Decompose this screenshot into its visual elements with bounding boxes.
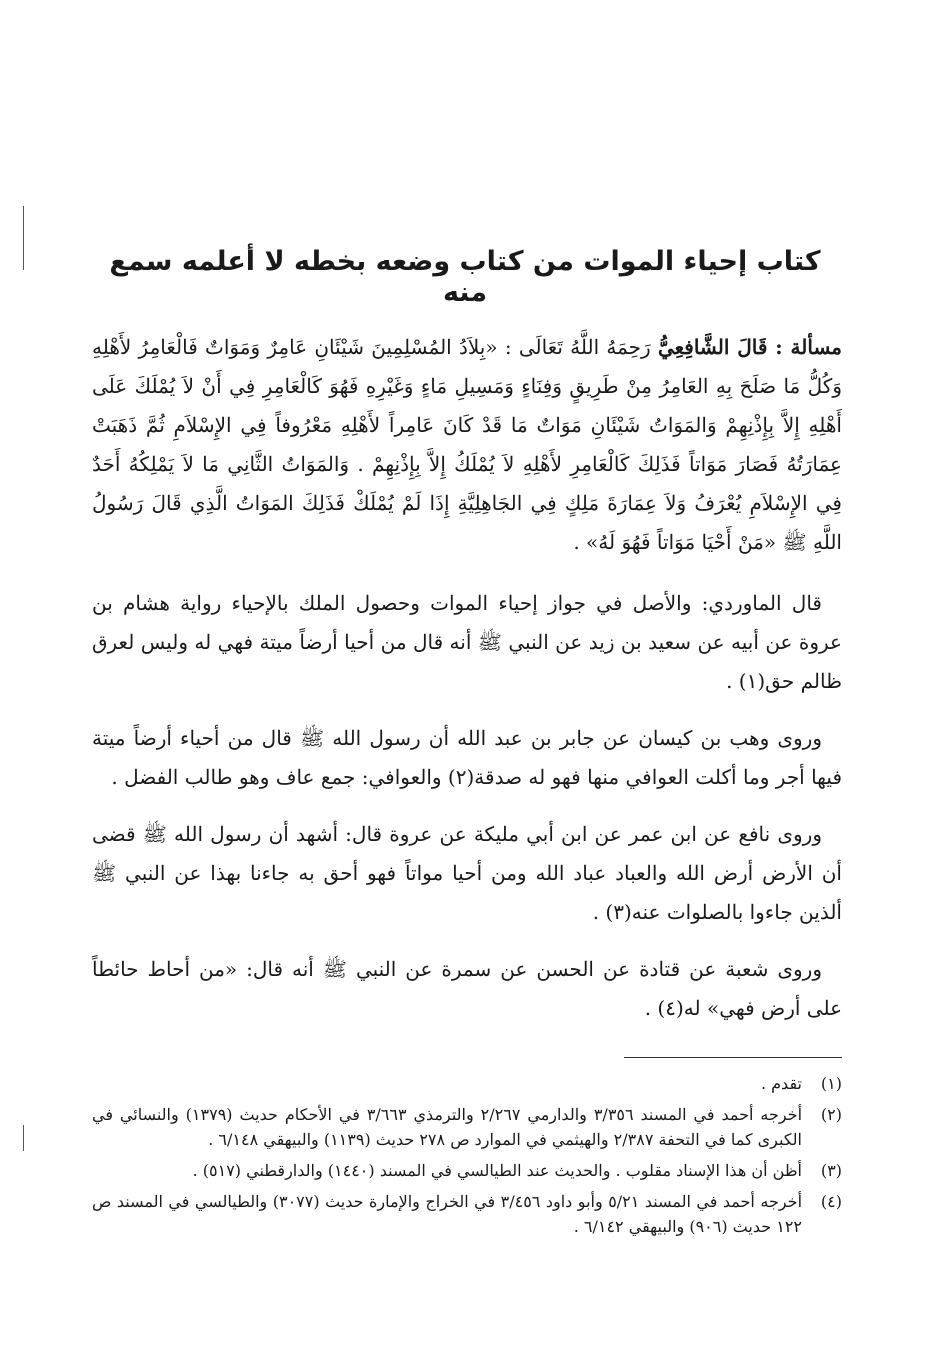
footnote-separator	[624, 1057, 842, 1058]
footnote-text: أظن أن هذا الإسناد مقلوب . والحديث عند الطيالسي في المسند (١٤٤٠) والدارقطني (٥١٧) .	[192, 1161, 802, 1180]
paragraph-mawardi	[92, 584, 842, 701]
body-text	[92, 328, 842, 1046]
footnote-number: (٤)	[820, 1192, 842, 1211]
footnote-item	[92, 1071, 842, 1096]
paragraph-lead: مسألة : قَالَ الشَّافِعِيُّ	[657, 335, 842, 359]
footnote-number: (٢)	[820, 1105, 842, 1124]
paragraph-text: وروى نافع عن ابن عمر عن ابن أبي مليكة عن عروة قال: أشهد أن رسول الله ﷺ قضى أن الأرض أرض الله والعباد عباد الله ومن أحيا مواتاً فهو أحق به جاءنا بهذا عن النبي ﷺ ألذين جاءوا بالصلوات عنه(٣) .	[92, 822, 842, 924]
footnote-text: أخرجه أحمد في المسند ٥/٢١ وأبو داود ٣/٤٥٦ في الخراج والإمارة حديث (٣٠٧٧) والطيالسي في المسند ص ١٢٢ حديث (٩٠٦) والبيهقي ٦/١٤٢ .	[92, 1192, 803, 1236]
paragraph-shuba	[92, 950, 842, 1028]
footnote-item	[92, 1158, 842, 1183]
footnote-text: أخرجه أحمد في المسند ٣/٣٥٦ والدارمي ٢/٢٦٧ والترمذي ٣/٦٦٣ في الأحكام حديث (١٣٧٩) والنسائي في الكبرى كما في التحفة ٢/٣٨٧ والهيثمي في الموارد ص ٢٧٨ حديث (١١٣٩) والبيهقي ٦/١٤٨ .	[92, 1105, 803, 1149]
page-title: كتاب إحياء الموات من كتاب وضعه بخطه لا أعلمه سمع منه	[109, 246, 821, 308]
paragraph-wahb	[92, 719, 842, 797]
paragraph-nafi	[92, 815, 842, 932]
paragraph-text: وروى وهب بن كيسان عن جابر بن عبد الله أن رسول الله ﷺ قال من أحياء أرضاً ميتة فيها أجر وما أكلت العوافي منها فهو له صدقة(٢) والعوافي: جمع عاف وهو طالب الفضل .	[92, 726, 842, 789]
paragraph-text: قال الماوردي: والأصل في جواز إحياء الموات وحصول الملك بالإحياء رواية هشام بن عروة عن أبيه عن سعيد بن زيد عن النبي ﷺ أنه قال من أحيا أرضاً ميتة فهي له وليس لعرق ظالم حق(١) .	[92, 591, 842, 693]
footnote-text: تقدم .	[760, 1074, 802, 1093]
footnotes	[92, 1071, 842, 1245]
margin-mark-top	[23, 206, 24, 270]
paragraph-text: وروى شعبة عن قتادة عن الحسن عن سمرة عن النبي ﷺ أنه قال: «من أحاط حائطاً على أرض فهي» له(٤) .	[92, 957, 842, 1020]
footnote-number: (١)	[820, 1074, 842, 1093]
paragraph-text: رَحِمَهُ اللَّهُ تَعَالَى : «بِلاَدُ المُسْلِمِينَ شَيْئَانِ عَامِرٌ وَمَوَاتٌ فَالْعَامِرُ لأَهْلِهِ وَكُلُّ مَا صَلَحَ بِهِ العَامِرُ مِنْ طَرِيقٍ وَفِنَاءٍ وَمَسِيلِ مَاءٍ وَغَيْرِهِ فَهُوَ كَالْعَامِرِ فِي أَنْ لاَ يُمْلَكَ عَلَى أَهْلِهِ إِلاَّ بِإِذْنِهِمْ وَالمَوَاتُ شَيْئَانِ مَوَاتٌ مَا قَدْ كَانَ عَامِراً لأَهْلِهِ مَعْرُوفاً فِي الإِسْلاَمِ ثُمَّ ذَهَبَتْ عِمَارَتُهُ فَصَارَ مَوَاتاً فَذَلِكَ كَالْعَامِرِ لأَهْلِهِ لاَ يُمْلَكُ إِلاَّ بِإِذْنِهِمْ . وَالمَوَاتُ الثَّانِي مَا لاَ يَمْلِكُهُ أَحَدٌ فِي الإِسْلاَمِ يُعْرَفُ وَلاَ عِمَارَةَ مَلِكٍ فِي الجَاهِلِيَّةِ إِذَا لَمْ يُمْلَكْ فَذَلِكَ المَوَاتُ الَّذِي قَالَ رَسُولُ اللَّهِ ﷺ «مَنْ أَحْيَا مَوَاتاً فَهُوَ لَهُ» .	[92, 335, 842, 554]
footnote-item	[92, 1189, 842, 1239]
paragraph-masala	[92, 328, 842, 562]
footnote-number: (٣)	[820, 1161, 842, 1180]
margin-mark-bottom	[23, 1125, 24, 1151]
footnote-item	[92, 1102, 842, 1152]
